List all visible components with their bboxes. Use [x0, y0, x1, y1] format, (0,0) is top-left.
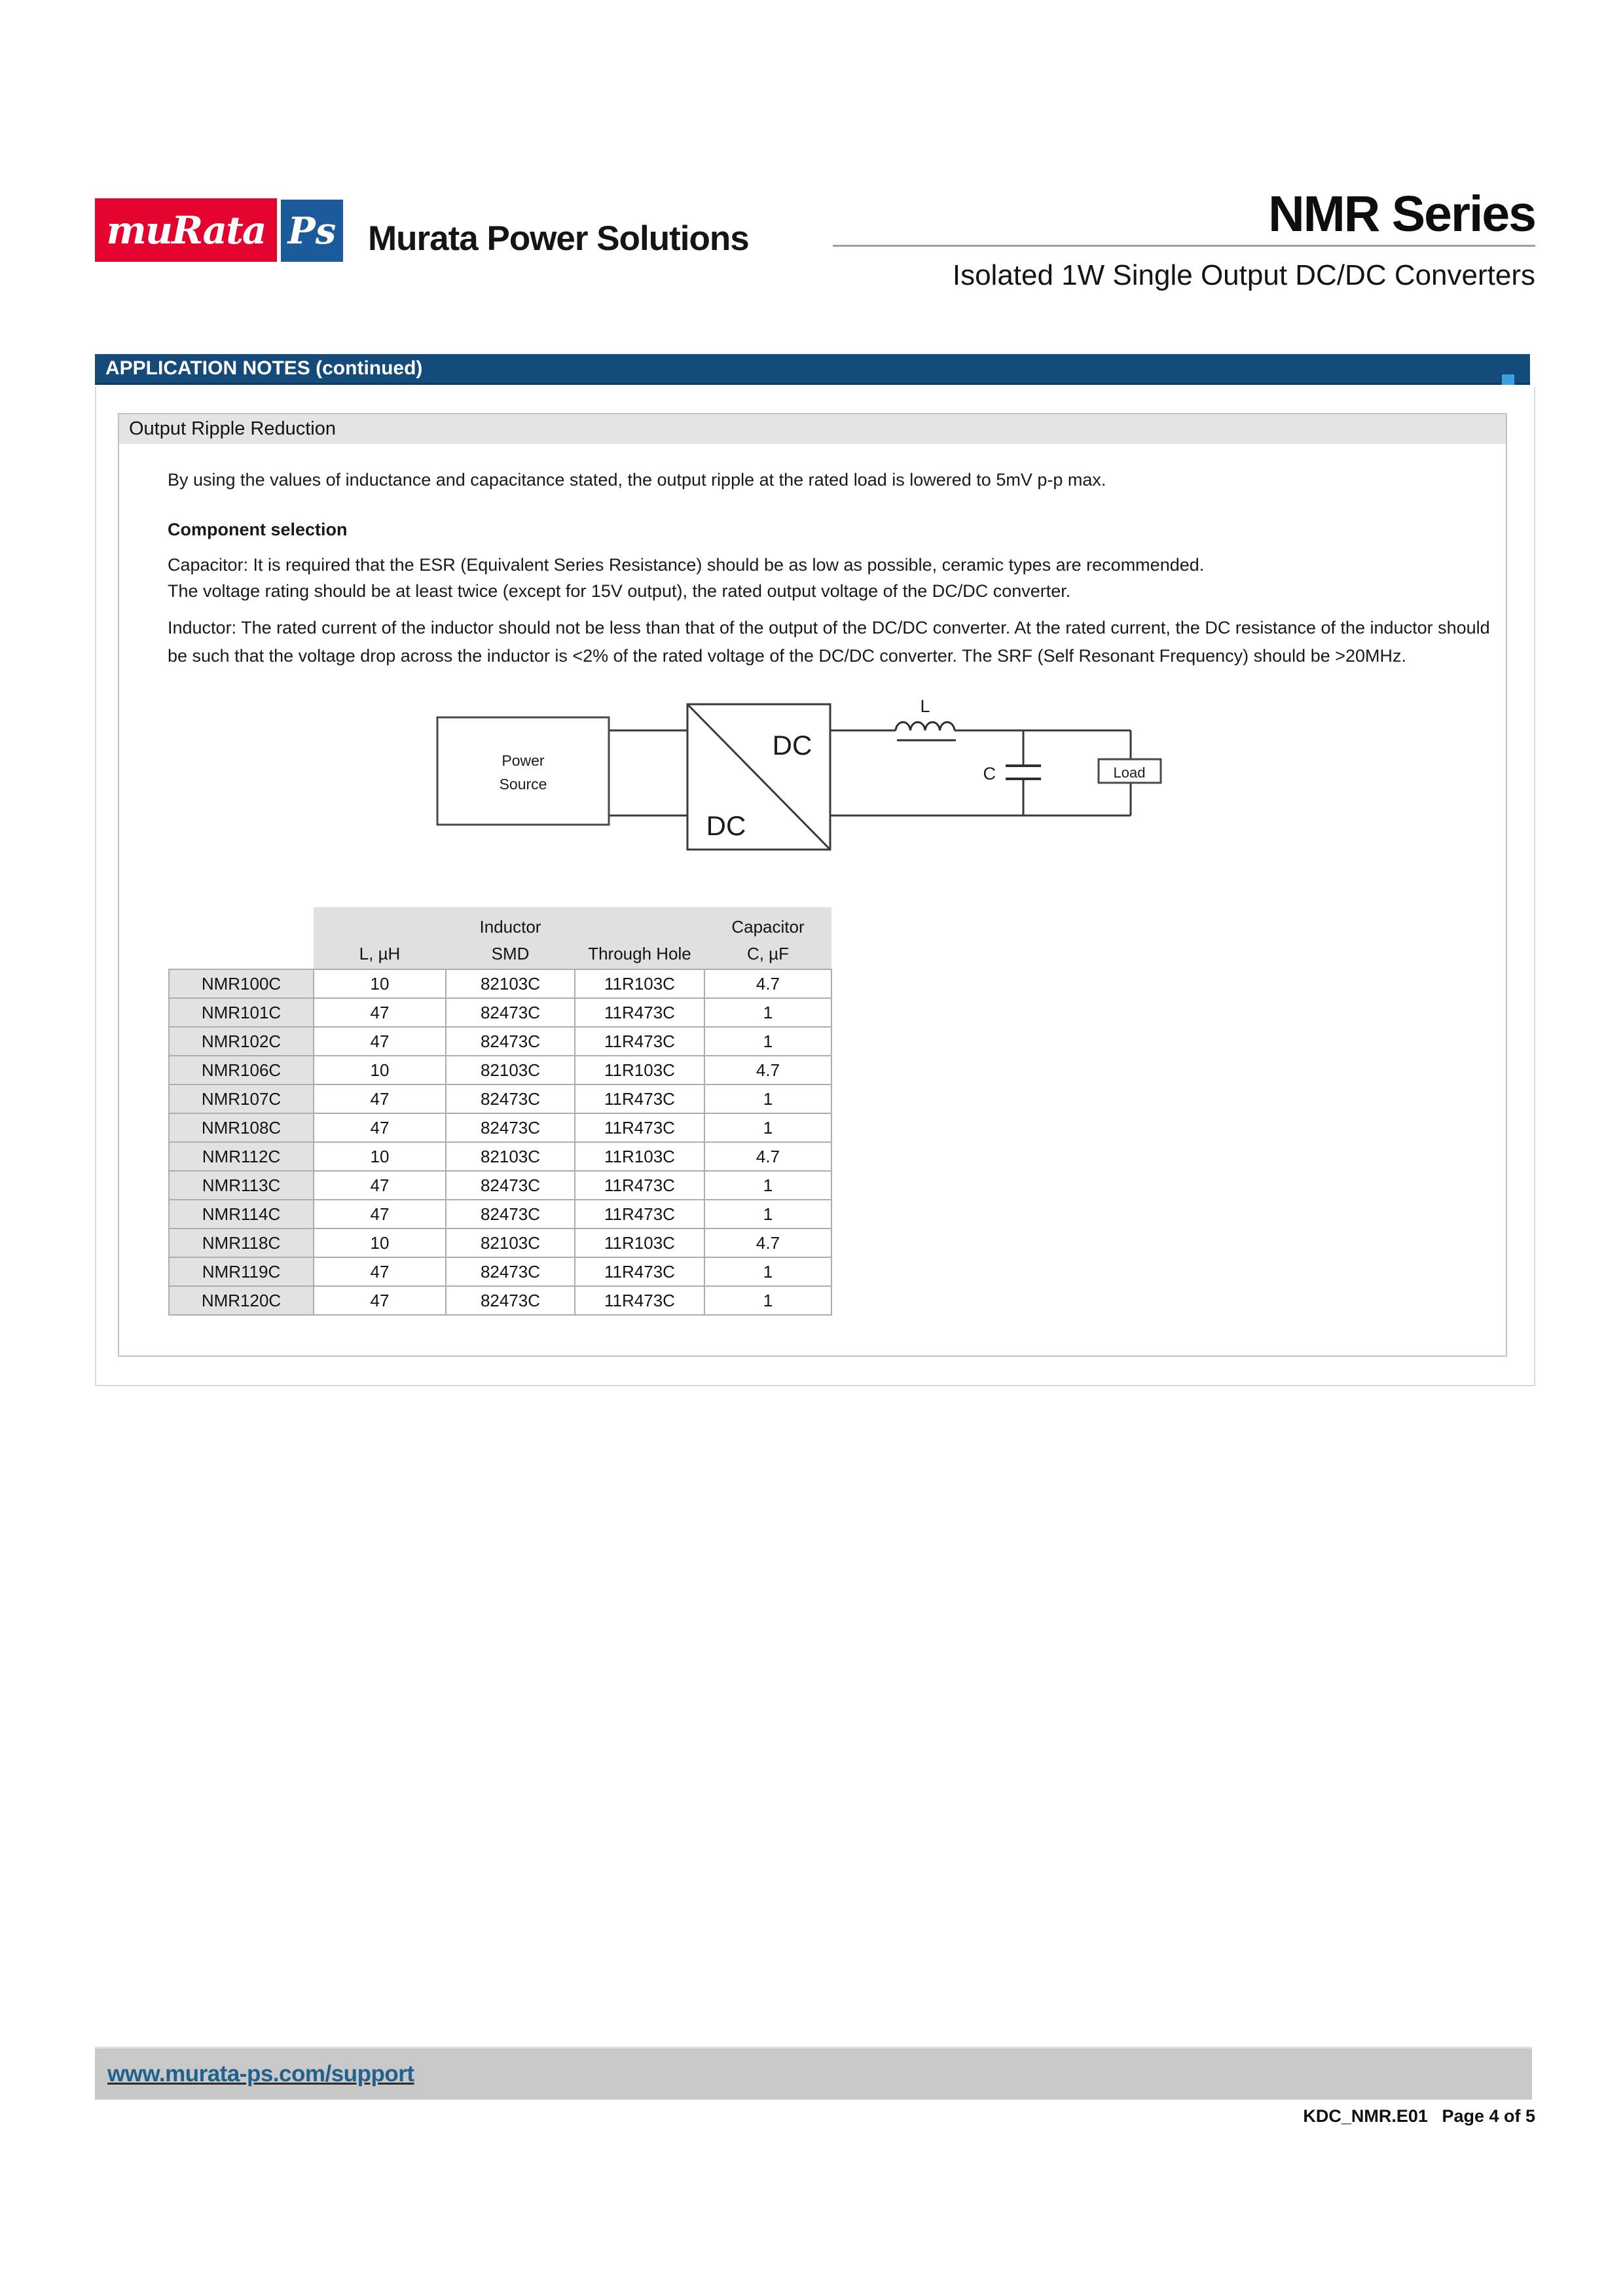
filter-circuit-diagram: [406, 692, 1192, 869]
part-number-cell: NMR106C: [169, 1056, 314, 1085]
header-group-capacitor: Capacitor: [704, 907, 831, 939]
smd-part-cell: 82473C: [446, 1257, 575, 1286]
inductance-cell: 47: [314, 1171, 446, 1200]
capacitance-cell: 1: [704, 1113, 831, 1142]
intro-paragraph: By using the values of inductance and capacitance stated, the output ripple at the rated load is lowered to 5mV p-p max.: [168, 470, 1106, 490]
capacitance-cell: 1: [704, 998, 831, 1027]
dc-top-label: DC: [772, 730, 812, 761]
through-hole-part-cell: 11R473C: [575, 1257, 704, 1286]
ps-logo-text: Ps: [287, 209, 337, 253]
through-hole-part-cell: 11R103C: [575, 1142, 704, 1171]
through-hole-part-cell: 11R473C: [575, 1171, 704, 1200]
capacitance-cell: 1: [704, 1286, 831, 1315]
smd-part-cell: 82473C: [446, 1085, 575, 1113]
header-col-l: L, µH: [314, 939, 446, 969]
header-col-smd: SMD: [446, 939, 575, 969]
table-row: [169, 1200, 831, 1229]
header-blank-cell: [169, 939, 314, 969]
inductance-cell: 10: [314, 969, 446, 998]
part-number-cell: NMR120C: [169, 1286, 314, 1315]
capacitance-cell: 1: [704, 1085, 831, 1113]
part-number-cell: NMR101C: [169, 998, 314, 1027]
part-number-cell: NMR113C: [169, 1171, 314, 1200]
part-number-cell: NMR119C: [169, 1257, 314, 1286]
murata-logo: [95, 198, 277, 262]
ps-logo: [281, 200, 343, 262]
inductance-cell: 47: [314, 1085, 446, 1113]
smd-part-cell: 82473C: [446, 1113, 575, 1142]
through-hole-part-cell: 11R103C: [575, 1056, 704, 1085]
footer-bar: [95, 2047, 1532, 2100]
table-row: [169, 1085, 831, 1113]
table-row: [169, 969, 831, 998]
part-number-cell: NMR107C: [169, 1085, 314, 1113]
support-link[interactable]: www.murata-ps.com/support: [107, 2061, 414, 2087]
inductor-coil-icon: [896, 722, 955, 730]
through-hole-part-cell: 11R473C: [575, 1085, 704, 1113]
capacitance-cell: 4.7: [704, 969, 831, 998]
smd-part-cell: 82473C: [446, 1027, 575, 1056]
component-table-header: [169, 907, 831, 969]
capacitance-cell: 1: [704, 1171, 831, 1200]
table-row: [169, 1113, 831, 1142]
header-col-c: C, µF: [704, 939, 831, 969]
through-hole-part-cell: 11R473C: [575, 1113, 704, 1142]
table-row: [169, 1027, 831, 1056]
inductance-cell: 47: [314, 1257, 446, 1286]
capacitance-cell: 1: [704, 1257, 831, 1286]
murata-logo-text: muRata: [106, 207, 266, 253]
header-blank-cell: [314, 907, 446, 939]
series-title: NMR Series: [1268, 186, 1535, 242]
footer-meta: [1303, 2106, 1535, 2126]
through-hole-part-cell: 11R103C: [575, 1229, 704, 1257]
inductance-cell: 10: [314, 1229, 446, 1257]
inductance-cell: 47: [314, 1200, 446, 1229]
part-number-cell: NMR118C: [169, 1229, 314, 1257]
page-number: Page 4 of 5: [1442, 2106, 1535, 2126]
document-id: KDC_NMR.E01: [1303, 2106, 1428, 2126]
capacitor-note-line2: The voltage rating should be at least twice (except for 15V output), the rated output voltage of the DC/DC converter.: [168, 581, 1071, 601]
smd-part-cell: 82103C: [446, 1056, 575, 1085]
through-hole-part-cell: 11R473C: [575, 1027, 704, 1056]
part-number-cell: NMR108C: [169, 1113, 314, 1142]
part-number-cell: NMR114C: [169, 1200, 314, 1229]
component-table: [168, 907, 832, 1316]
through-hole-part-cell: 11R103C: [575, 969, 704, 998]
capacitor-label: C: [983, 764, 996, 783]
banner-title: APPLICATION NOTES (continued): [105, 357, 423, 379]
inductance-cell: 10: [314, 1056, 446, 1085]
header-blank-cell: [169, 907, 314, 939]
smd-part-cell: 82103C: [446, 969, 575, 998]
dc-bottom-label: DC: [706, 810, 746, 841]
smd-part-cell: 82103C: [446, 1229, 575, 1257]
table-row: [169, 1171, 831, 1200]
component-selection-heading: Component selection: [168, 520, 348, 539]
table-row: [169, 1142, 831, 1171]
table-row: [169, 1257, 831, 1286]
part-number-cell: NMR112C: [169, 1142, 314, 1171]
inductor-label: L: [920, 696, 930, 716]
power-source-box: [437, 717, 609, 825]
inductance-cell: 10: [314, 1142, 446, 1171]
load-label: Load: [1113, 764, 1146, 781]
inductance-cell: 47: [314, 1027, 446, 1056]
capacitance-cell: 4.7: [704, 1056, 831, 1085]
inductance-cell: 47: [314, 998, 446, 1027]
application-notes-banner: [95, 354, 1530, 385]
through-hole-part-cell: 11R473C: [575, 998, 704, 1027]
table-row: [169, 1286, 831, 1315]
capacitance-cell: 1: [704, 1027, 831, 1056]
capacitance-cell: 4.7: [704, 1142, 831, 1171]
company-name: Murata Power Solutions: [368, 219, 749, 258]
power-source-label-line2: Source: [499, 776, 547, 793]
through-hole-part-cell: 11R473C: [575, 1286, 704, 1315]
table-row: [169, 1229, 831, 1257]
inductance-cell: 47: [314, 1113, 446, 1142]
capacitance-cell: 4.7: [704, 1229, 831, 1257]
smd-part-cell: 82473C: [446, 1286, 575, 1315]
part-number-cell: NMR102C: [169, 1027, 314, 1056]
through-hole-part-cell: 11R473C: [575, 1200, 704, 1229]
capacitor-note: [168, 552, 1490, 604]
table-row: [169, 1056, 831, 1085]
smd-part-cell: 82473C: [446, 998, 575, 1027]
power-source-label-line1: Power: [501, 752, 545, 769]
banner-notch-icon: [1502, 374, 1514, 385]
part-number-cell: NMR100C: [169, 969, 314, 998]
capacitance-cell: 1: [704, 1200, 831, 1229]
table-row: [169, 998, 831, 1027]
header-blank-cell: [575, 907, 704, 939]
header-col-through-hole: Through Hole: [575, 939, 704, 969]
header-divider: [833, 245, 1535, 247]
smd-part-cell: 82473C: [446, 1171, 575, 1200]
page-subtitle: Isolated 1W Single Output DC/DC Converters: [952, 259, 1535, 291]
smd-part-cell: 82103C: [446, 1142, 575, 1171]
inductor-note: Inductor: The rated current of the inductor should not be less than that of the output of the DC/DC converter. At the rated current, the DC resistance of the inductor should be such that the voltage drop across the inductor is <2% of the rated voltage of the DC/DC converter. The SRF (Self Resonant Frequency) should be >20MHz.: [168, 618, 1490, 666]
inductance-cell: 47: [314, 1286, 446, 1315]
capacitor-note-line1: Capacitor: It is required that the ESR (Equivalent Series Resistance) should be as low as possible, ceramic types are recommended.: [168, 555, 1205, 575]
component-table-body: [169, 969, 831, 1315]
header-group-inductor: Inductor: [446, 907, 575, 939]
smd-part-cell: 82473C: [446, 1200, 575, 1229]
panel-title: Output Ripple Reduction: [119, 414, 1506, 444]
